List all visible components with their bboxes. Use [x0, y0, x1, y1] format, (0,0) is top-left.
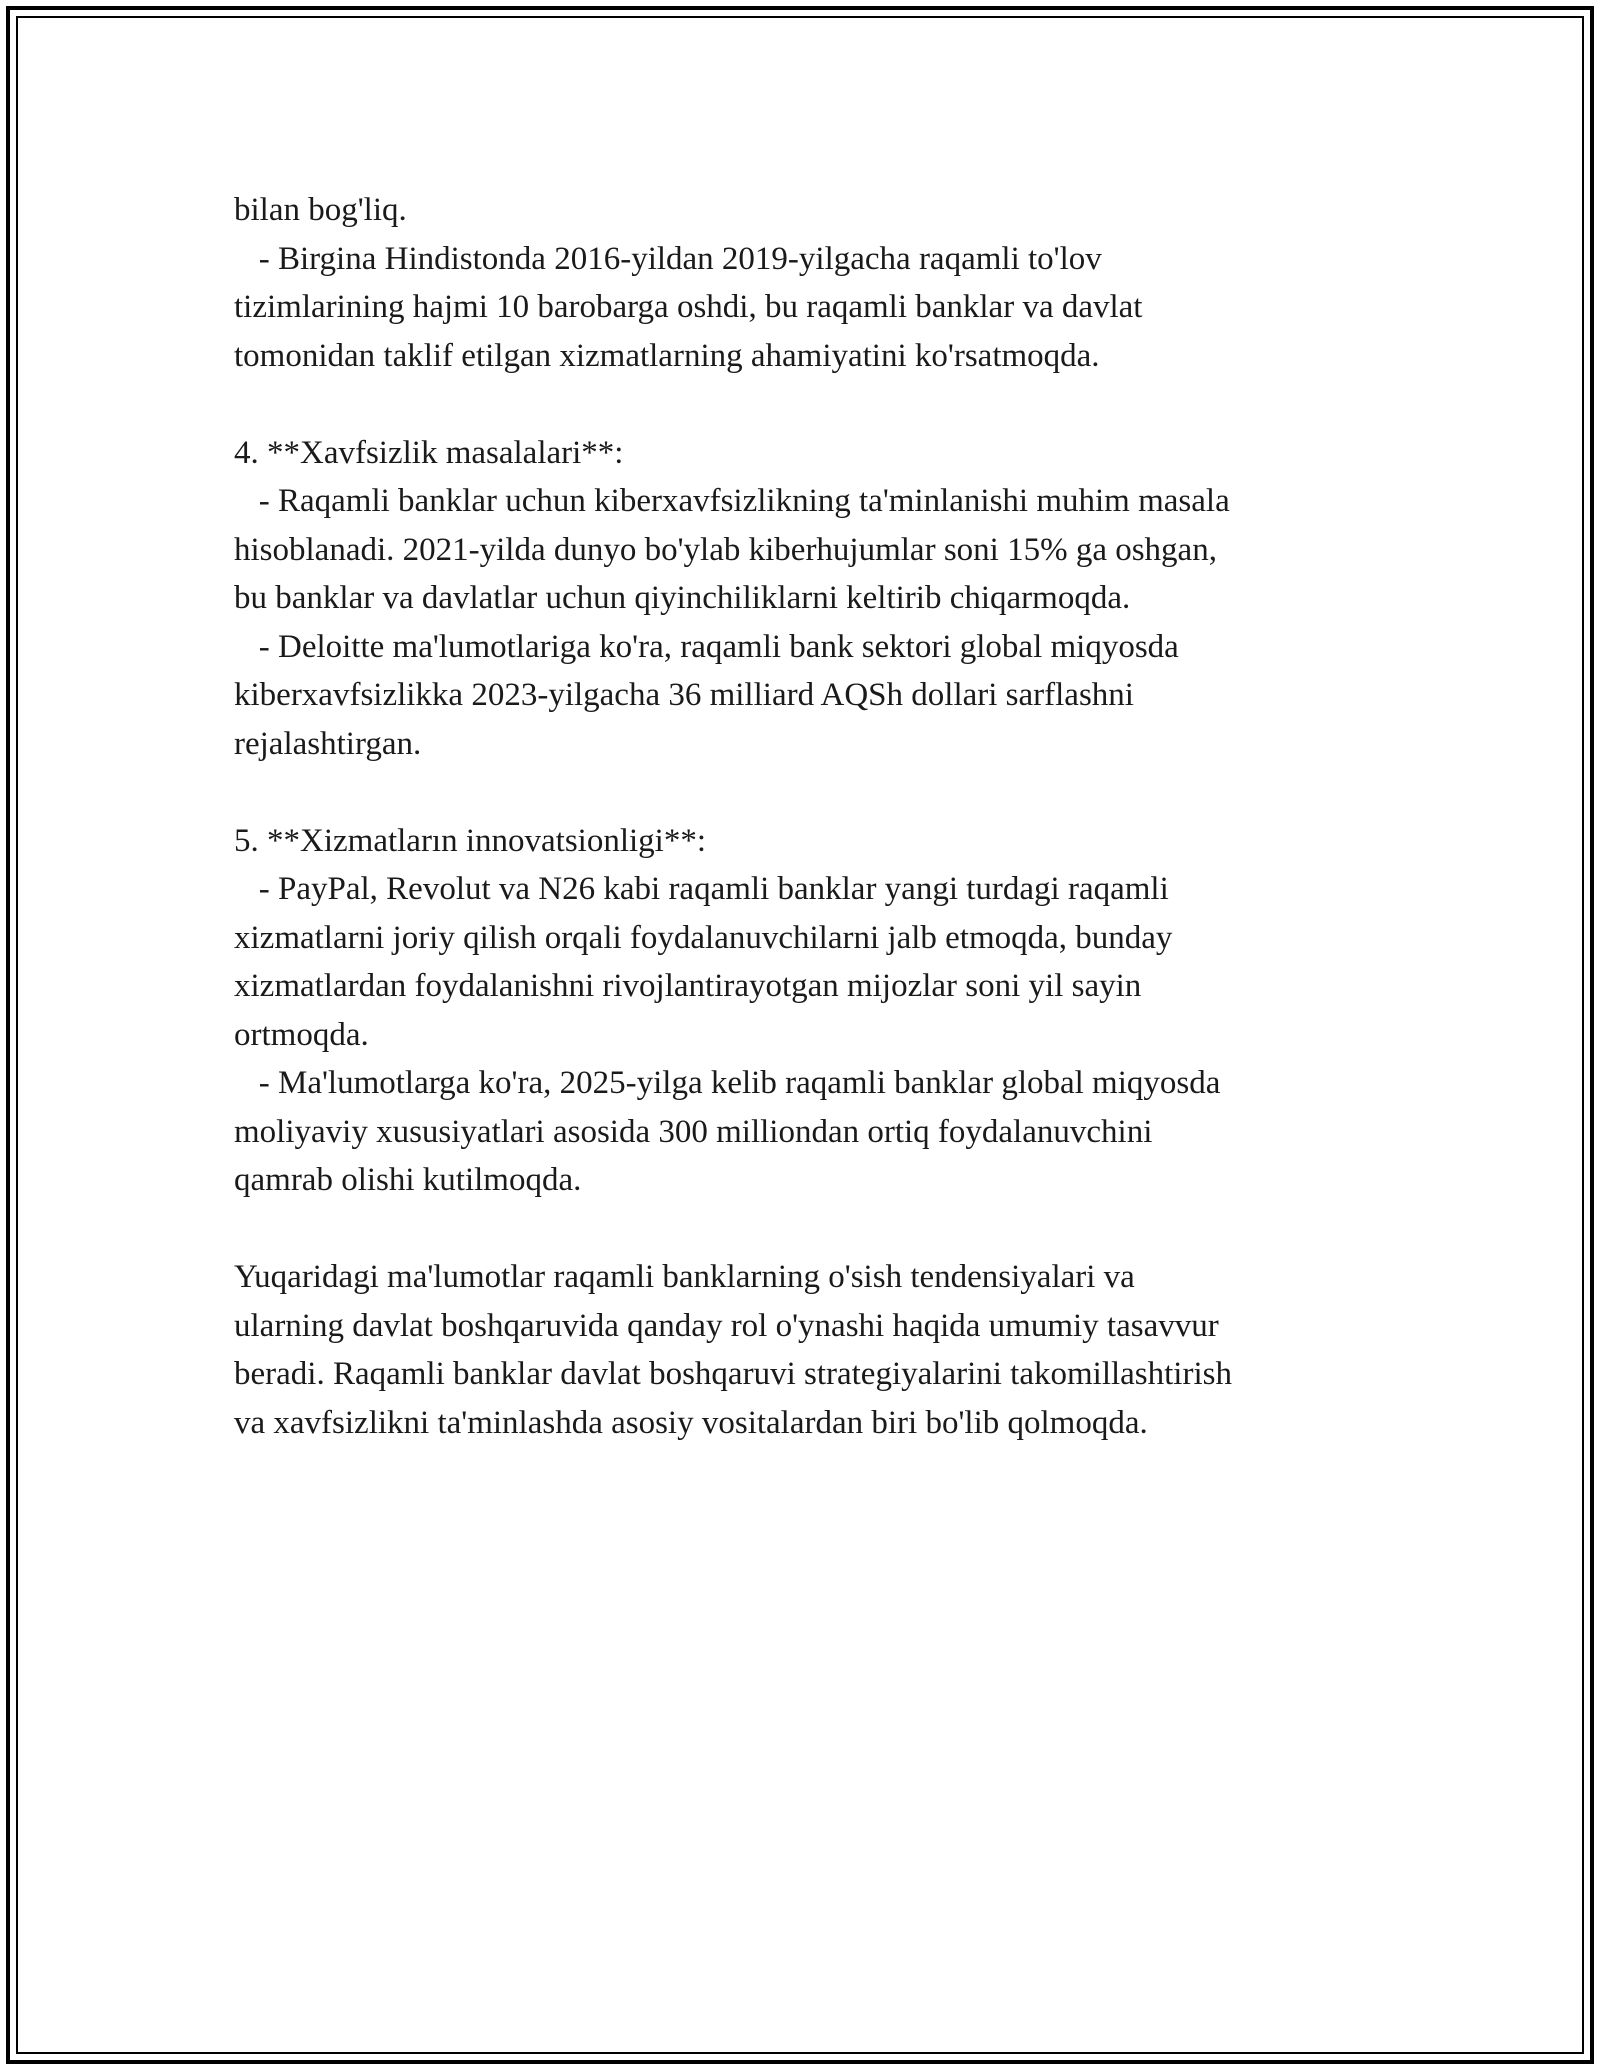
text-line: - Raqamli banklar uchun kiberxavfsizlikning ta'minlanishi muhim masala: [234, 483, 1230, 519]
text-line: tizimlarining hajmi 10 barobarga oshdi, bu raqamli banklar va davlat: [234, 289, 1143, 325]
text-line: - Deloitte ma'lumotlariga ko'ra, raqamli bank sektori global miqyosda: [234, 628, 1179, 665]
text-line: tomonidan taklif etilgan xizmatlarning ahamiyatini ko'rsatmoqda.: [234, 337, 1100, 374]
text-line: qamrab olishi kutilmoqda.: [234, 1162, 582, 1198]
conclusion-line: ularning davlat boshqaruvida qanday rol o'ynashi haqida umumiy tasavvur: [234, 1307, 1219, 1344]
section-heading-5: 5. **Xizmatların innovatsionligi**:: [234, 822, 707, 859]
text-line: moliyaviy xususiyatlari asosida 300 milliondan ortiq foydalanuvchini: [234, 1113, 1153, 1150]
text-line: ortmoqda.: [234, 1016, 369, 1053]
conclusion-line: va xavfsizlikni ta'minlashda asosiy vositalardan biri bo'lib qolmoqda.: [234, 1404, 1148, 1441]
text-line: - Ma'lumotlarga ko'ra, 2025-yilga kelib raqamli banklar global miqyosda: [234, 1065, 1221, 1101]
text-line: xizmatlardan foydalanishni rivojlantirayotgan mijozlar soni yil sayin: [234, 968, 1142, 1004]
text-line: bu banklar va davlatlar uchun qiyinchiliklarni keltirib chiqarmoqda.: [234, 580, 1131, 616]
conclusion-line: beradi. Raqamli banklar davlat boshqaruvi strategiyalarini takomillashtirish: [234, 1356, 1232, 1392]
text-line: kiberxavfsizlikka 2023-yilgacha 36 milliard AQSh dollari sarflashni: [234, 677, 1134, 713]
document-body: [234, 186, 1374, 1447]
section-heading-4: 4. **Xavfsizlik masalalari**:: [234, 434, 624, 471]
paragraph-gap: [234, 1205, 1374, 1254]
text-line: bilan bog'liq.: [234, 192, 407, 228]
text-line: hisoblanadi. 2021-yilda dunyo bo'ylab kiberhujumlar soni 15% ga oshgan,: [234, 531, 1217, 568]
conclusion-line: Yuqaridagi ma'lumotlar raqamli banklarning o'sish tendensiyalari va: [234, 1259, 1135, 1295]
text-line: - PayPal, Revolut va N26 kabi raqamli banklar yangi turdagi raqamli: [234, 871, 1169, 907]
paragraph-gap: [234, 380, 1374, 429]
paragraph-gap: [234, 768, 1374, 817]
text-line: rejalashtirgan.: [234, 725, 422, 762]
text-line: xizmatlarni joriy qilish orqali foydalanuvchilarni jalb etmoqda, bunday: [234, 919, 1173, 956]
text-line: - Birgina Hindistonda 2016-yildan 2019-yilgacha raqamli to'lov: [234, 240, 1102, 277]
